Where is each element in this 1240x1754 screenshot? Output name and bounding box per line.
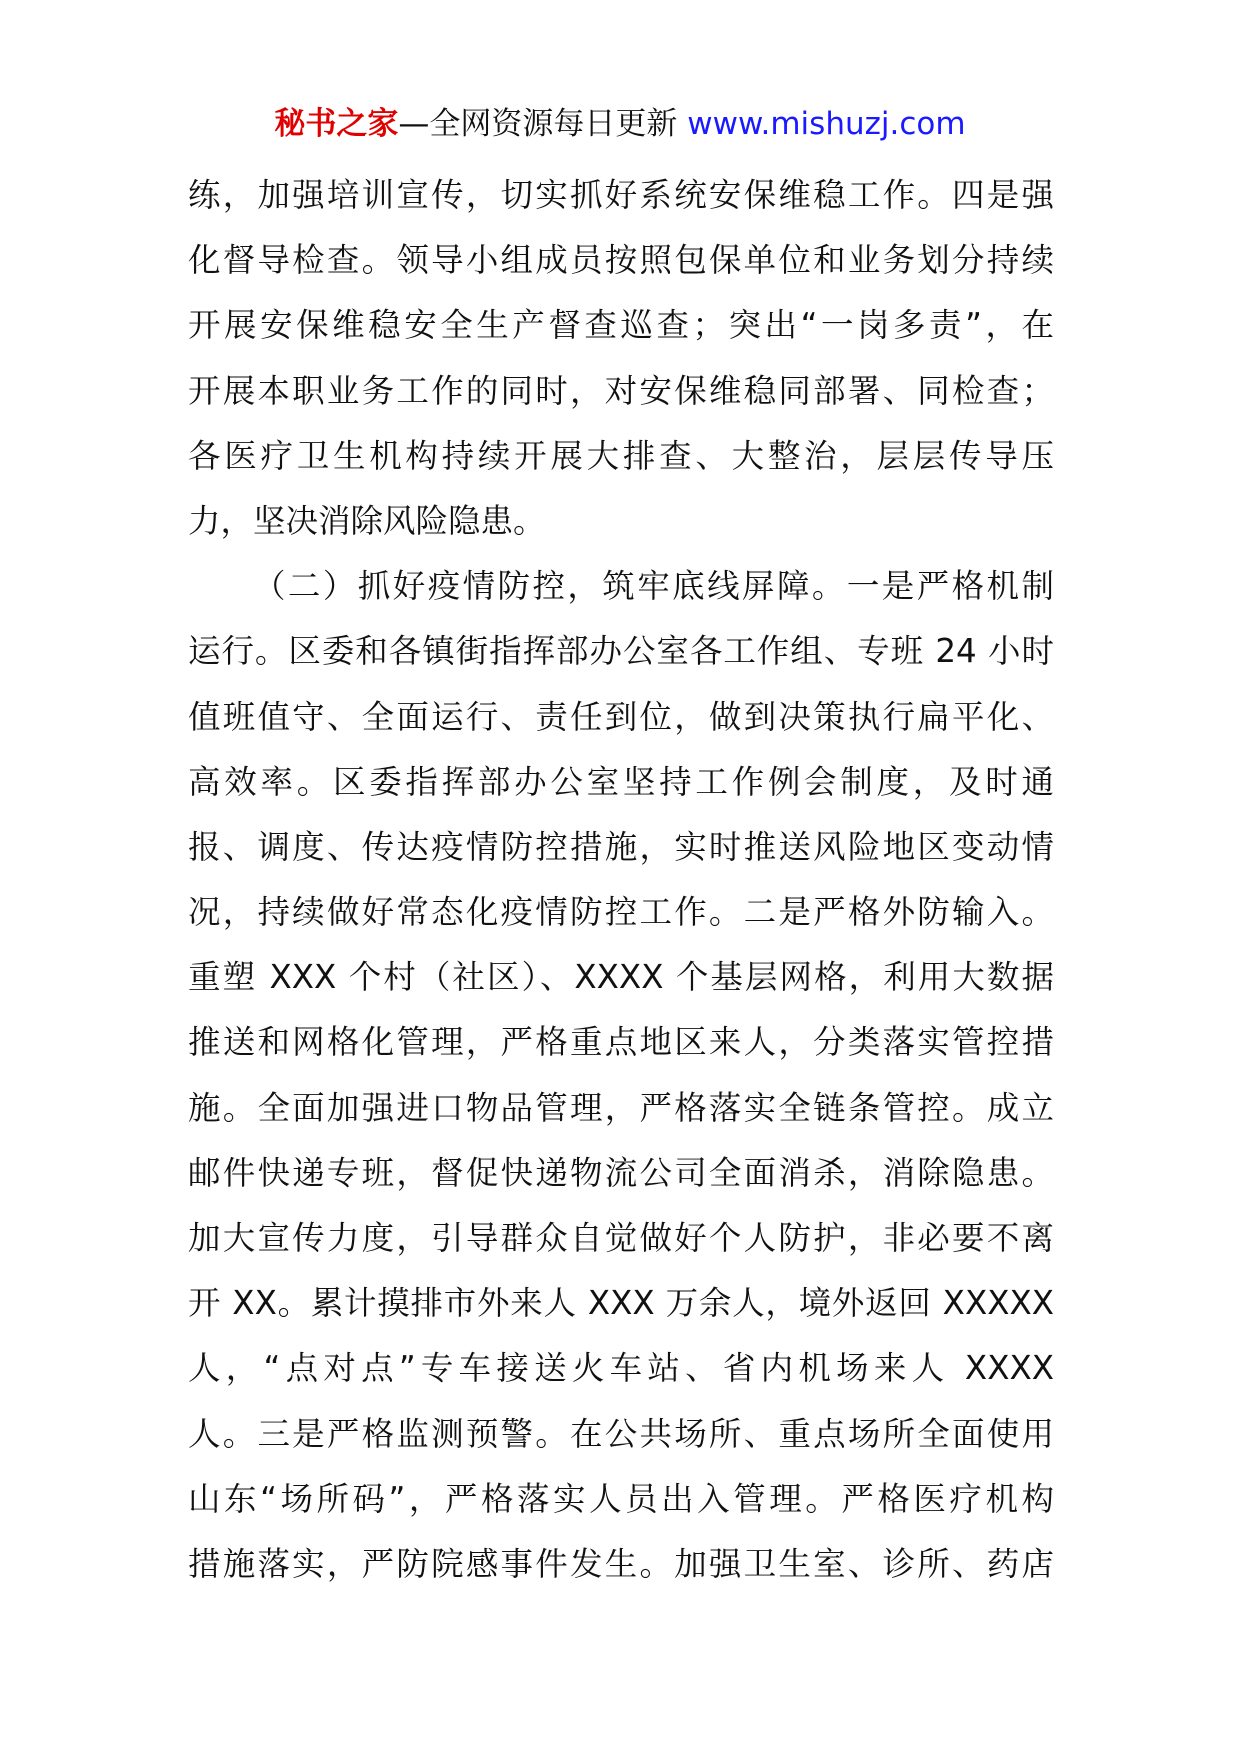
section-heading-line: （二）抓好疫情防控，筑牢底线屏障。一是严格机制 bbox=[253, 567, 1054, 606]
body-line: 邮件快递专班，督促快递物流公司全面消杀，消除隐患。 bbox=[188, 1153, 1054, 1192]
body-line: 重塑 XXX 个村（社区）、XXXX 个基层网格，利用大数据 bbox=[188, 958, 1054, 997]
body-line: 运行。区委和各镇街指挥部办公室各工作组、专班 24 小时 bbox=[188, 632, 1054, 671]
body-line: 开展本职业务工作的同时，对安保维稳同部署、同检查； bbox=[188, 371, 1054, 410]
body-line: 报、调度、传达疫情防控措施，实时推送风险地区变动情 bbox=[188, 827, 1054, 866]
header-tagline: —全网资源每日更新 bbox=[398, 106, 678, 142]
body-line: 加大宣传力度，引导群众自觉做好个人防护，非必要不离 bbox=[188, 1219, 1054, 1257]
body-line: 开 XX。累计摸排市外来人 XXX 万余人，境外返回 XXXXX bbox=[188, 1284, 1054, 1323]
body-line: 人。三是严格监测预警。在公共场所、重点场所全面使用 bbox=[188, 1414, 1054, 1453]
body-line: 化督导检查。领导小组成员按照包保单位和业务划分持续 bbox=[188, 241, 1054, 280]
body-line: 人，“点对点”专车接送火车站、省内机场来人 XXXX bbox=[188, 1349, 1054, 1388]
header-url-link[interactable]: www.mishuzj.com bbox=[687, 106, 966, 142]
body-line: 值班值守、全面运行、责任到位，做到决策执行扁平化、 bbox=[188, 697, 1054, 736]
header-brand: 秘书之家 bbox=[274, 106, 399, 142]
body-line: 推送和网格化管理，严格重点地区来人，分类落实管控措 bbox=[188, 1023, 1054, 1062]
body-line: 况，持续做好常态化疫情防控工作。二是严格外防输入。 bbox=[188, 893, 1054, 932]
body-line: 施。全面加强进口物品管理，严格落实全链条管控。成立 bbox=[188, 1088, 1054, 1127]
body-line: 山东“场所码”，严格落实人员出入管理。严格医疗机构 bbox=[188, 1479, 1054, 1518]
document-body bbox=[188, 163, 1054, 1597]
body-line: 各医疗卫生机构持续开展大排查、大整治，层层传导压 bbox=[188, 436, 1054, 475]
page-header bbox=[0, 100, 1240, 148]
body-line: 措施落实，严防院感事件发生。加强卫生室、诊所、药店 bbox=[188, 1544, 1054, 1583]
body-line: 力，坚决消除风险隐患。 bbox=[188, 501, 546, 540]
body-line: 练，加强培训宣传，切实抓好系统安保维稳工作。四是强 bbox=[188, 176, 1054, 214]
body-line: 开展安保维稳安全生产督查巡查；突出“一岗多责”，在 bbox=[188, 306, 1054, 345]
body-line: 高效率。区委指挥部办公室坚持工作例会制度，及时通 bbox=[188, 762, 1054, 801]
